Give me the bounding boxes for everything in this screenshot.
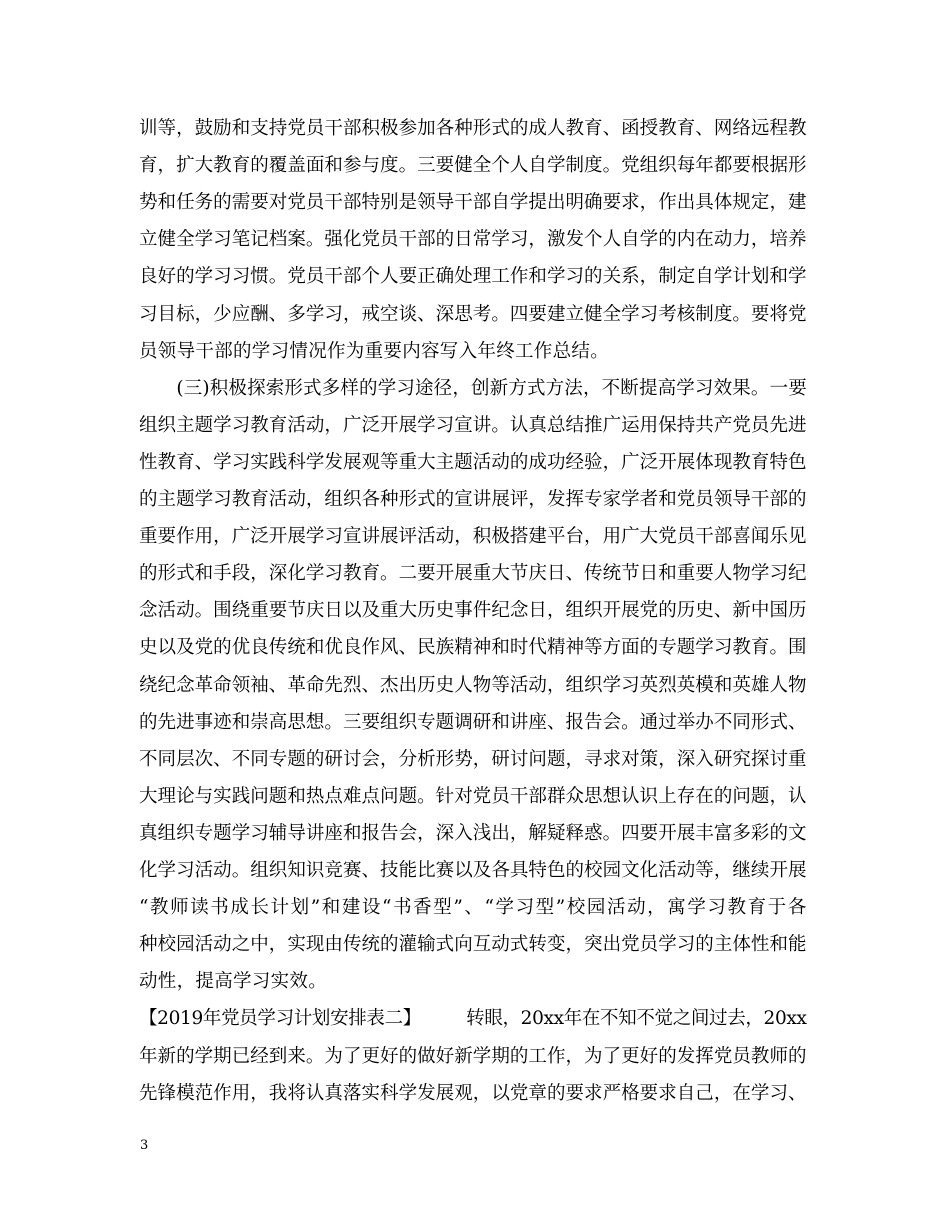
text-line: 的形式和手段，深化学习教育。二要开展重大节庆日、传统节日和重要人物学习纪: [139, 563, 807, 585]
text-line: 势和任务的需要对党员干部特别是领导干部自学提出明确要求，作出具体规定，建: [139, 192, 807, 214]
text-line: 年新的学期已经到来。为了更好的做好新学期的工作，为了更好的发挥党员教师的: [139, 1045, 807, 1067]
text-line: 大理论与实践问题和热点难点问题。针对党员干部群众思想认识上存在的问题，认: [139, 785, 807, 807]
text-line: (三)积极探索形式多样的学习途径，创新方式方法，不断提高学习效果。一要: [139, 377, 807, 399]
text-line: 动性，提高学习实效。: [139, 971, 328, 993]
text-line: 立健全学习笔记档案。强化党员干部的日常学习，激发个人自学的内在动力，培养: [139, 229, 807, 251]
text-line: 习目标，少应酬、多学习，戒空谈、深思考。四要建立健全学习考核制度。要将党: [139, 303, 807, 325]
text-line: 绕纪念革命领袖、革命先烈、杰出历史人物等活动，组织学习英烈英模和英雄人物: [139, 674, 807, 696]
text-line: 育，扩大教育的覆盖面和参与度。三要健全个人自学制度。党组织每年都要根据形: [139, 155, 807, 177]
text-line: 重要作用，广泛开展学习宣讲展评活动，积极搭建平台，用广大党员干部喜闻乐见: [139, 526, 807, 548]
text-line: 的先进事迹和崇高思想。三要组织专题调研和讲座、报告会。通过举办不同形式、: [139, 711, 807, 733]
page-number: 3: [140, 1138, 149, 1153]
text-line: 性教育、学习实践科学发展观等重大主题活动的成功经验，广泛开展体现教育特色: [139, 451, 807, 473]
text-line: 组织主题学习教育活动，广泛开展学习宣讲。认真总结推广运用保持共产党员先进: [139, 414, 807, 436]
text-line: 不同层次、不同专题的研讨会，分析形势，研讨问题，寻求对策，深入研究探讨重: [139, 748, 807, 770]
text-line: 训等，鼓励和支持党员干部积极参加各种形式的成人教育、函授教育、网络远程教: [139, 118, 807, 139]
text-line: 真组织专题学习辅导讲座和报告会，深入浅出，解疑释惑。四要开展丰富多彩的文: [139, 822, 807, 844]
text-line: 先锋模范作用，我将认真落实科学发展观，以党章的要求严格要求自己，在学习、: [139, 1082, 807, 1104]
text-line: 念活动。围绕重要节庆日以及重大历史事件纪念日，组织开展党的历史、新中国历: [139, 600, 807, 622]
text-line: 化学习活动。组织知识竞赛、技能比赛以及各具特色的校园文化活动等，继续开展: [139, 860, 807, 881]
text-line: 种校园活动之中，实现由传统的灌输式向互动式转变，突出党员学习的主体性和能: [139, 934, 807, 956]
text-line: 史以及党的优良传统和优良作风、民族精神和时代精神等方面的专题学习教育。围: [139, 637, 807, 659]
text-line: 的主题学习教育活动，组织各种形式的宣讲展评，发挥专家学者和党员领导干部的: [139, 489, 807, 510]
text-line: 良好的学习习惯。党员干部个人要正确处理工作和学习的关系，制定自学计划和学: [139, 266, 807, 288]
text-line: 员领导干部的学习情况作为重要内容写入年终工作总结。: [139, 340, 610, 362]
text-line: 【2019年党员学习计划安排表二】 转眼，20xx年在不知不觉之间过去，20xx: [139, 1008, 807, 1030]
text-line: “教师读书成长计划”和建设“书香型”、“学习型”校园活动，寓学习教育于各: [139, 897, 808, 919]
